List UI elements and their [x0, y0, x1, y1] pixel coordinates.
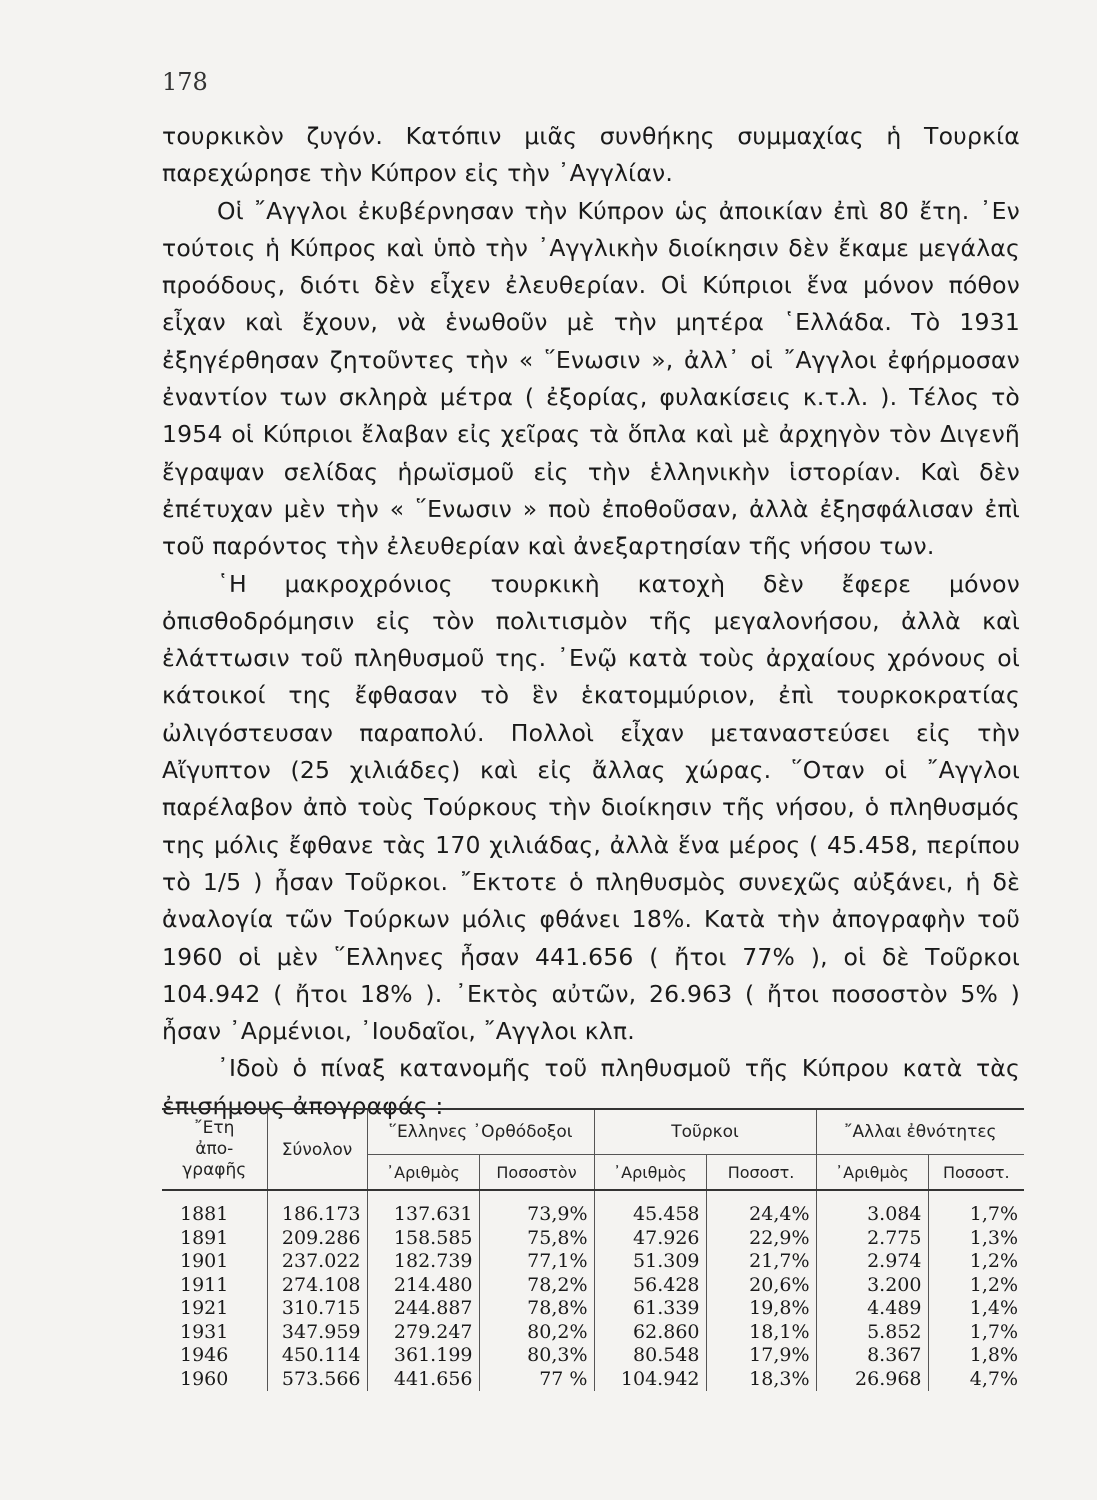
total-cell: 274.108: [267, 1274, 367, 1298]
greeks-number-cell: 137.631: [367, 1190, 479, 1227]
others-percent-cell: 1,8%: [928, 1344, 1024, 1368]
table-row: [162, 1227, 1024, 1251]
others-percent-cell: 4,7%: [928, 1368, 1024, 1392]
paragraph: τουρκικὸν ζυγόν. Κατόπιν μιᾶς συνθήκης συμμαχίας ἡ Τουρκία παρεχώρησε τὴν Κύπρον εἰς τὴν ᾿Αγγλίαν.: [162, 122, 1020, 188]
greeks-number-cell: 361.199: [367, 1344, 479, 1368]
others-percent-cell: 1,7%: [928, 1321, 1024, 1345]
turks-number-header: ᾿Αριθμὸς: [594, 1155, 706, 1191]
turks-number-cell: 45.458: [594, 1190, 706, 1227]
total-cell: 186.173: [267, 1190, 367, 1227]
table-row: [162, 1250, 1024, 1274]
paragraph: ῾Η μακροχρόνιος τουρκικὴ κατοχὴ δὲν ἔφερε μόνον ὀπισθοδρόμησιν εἰς τὸν πολιτισμὸν τῆς μεγαλονήσου, ἀλλὰ καὶ ἐλάττωσιν τοῦ πληθυσμοῦ της. ᾿Ενῷ κατὰ τοὺς ἀρχαίους χρόνους οἱ κάτοικοί της ἔφθασαν τὸ ἓν ἑκατομμύριον, ἐπὶ τουρκοκρατίας ὠλιγόστευσαν παραπολύ. Πολλοὶ εἶχαν μεταναστεύσει εἰς τὴν Αἴγυπτον (25 χιλιάδες) καὶ εἰς ἄλλας χώρας. ῞Οταν οἱ ῎Αγγλοι παρέλαβον ἀπὸ τοὺς Τούρκους τὴν διοίκησιν τῆς νήσου, ὁ πληθυσμός της μόλις ἔφθανε τὰς 170 χιλιάδας, ἀλλὰ ἕνα μέρος ( 45.458, περίπου τὸ 1/5 ) ἦσαν Τοῦρκοι. ῎Εκτοτε ὁ πληθυσμὸς συνεχῶς αὐξάνει, ἡ δὲ ἀναλογία τῶν Τούρκων μόλις φθάνει 18%. Κατὰ τὴν ἀπογραφὴν τοῦ 1960 οἱ μὲν ῞Ελληνες ἦσαν 441.656 ( ἤτοι 77% ), οἱ δὲ Τοῦρκοι 104.942 ( ἤτοι 18% ). ᾿Εκτὸς αὐτῶν, 26.963 ( ἤτοι ποσοστὸν 5% ) ἦσαν ᾿Αρμένιοι, ᾿Ιουδαῖοι, ῎Αγγλοι κλπ.: [162, 569, 1020, 1046]
greeks-number-cell: 214.480: [367, 1274, 479, 1298]
year-cell: 1946: [180, 1344, 229, 1366]
turks-header: Τοῦρκοι: [594, 1109, 816, 1155]
greeks-number-cell: 279.247: [367, 1321, 479, 1345]
greeks-percent-cell: 77 %: [479, 1368, 594, 1392]
others-percent-cell: 1,2%: [928, 1250, 1024, 1274]
others-number-cell: 8.367: [816, 1344, 928, 1368]
table-row: [162, 1190, 1024, 1227]
others-number-cell: 4.489: [816, 1297, 928, 1321]
greeks-number-cell: 441.656: [367, 1368, 479, 1392]
total-cell: 347.959: [267, 1321, 367, 1345]
greeks-percent-cell: 80,2%: [479, 1321, 594, 1345]
turks-percent-cell: 24,4%: [706, 1190, 816, 1227]
greeks-percent-cell: 73,9%: [479, 1190, 594, 1227]
greeks-number-header: ᾿Αριθμὸς: [367, 1155, 479, 1191]
year-cell: 1891: [180, 1226, 229, 1249]
greeks-header: ῞Ελληνες ᾿Ορθόδοξοι: [367, 1109, 594, 1155]
paragraph: ᾿Ιδοὺ ὁ πίναξ κατανομῆς τοῦ πληθυσμοῦ τῆς Κύπρου κατὰ τὰς ἐπισήμους ἀπογραφάς :: [162, 1054, 1020, 1120]
others-number-cell: 26.968: [816, 1368, 928, 1392]
others-percent-cell: 1,7%: [928, 1190, 1024, 1227]
greeks-percent-cell: 78,8%: [479, 1297, 594, 1321]
table-row: [162, 1321, 1024, 1345]
year-cell: 1881: [180, 1203, 229, 1225]
greeks-percent-cell: 78,2%: [479, 1274, 594, 1298]
turks-percent-header: Ποσοστ.: [706, 1155, 816, 1191]
total-cell: 310.715: [267, 1297, 367, 1321]
years-header-line: ἀπο-: [195, 1139, 234, 1159]
greeks-number-cell: 244.887: [367, 1297, 479, 1321]
year-cell: 1901: [180, 1250, 229, 1272]
greeks-number-cell: 182.739: [367, 1250, 479, 1274]
year-cell: 1931: [180, 1320, 229, 1343]
turks-percent-cell: 18,1%: [706, 1321, 816, 1345]
greeks-percent-cell: 77,1%: [479, 1250, 594, 1274]
paragraph: Οἱ ῎Αγγλοι ἐκυβέρνησαν τὴν Κύπρον ὡς ἀποικίαν ἐπὶ 80 ἔτη. ᾿Εν τούτοις ἡ Κύπρος καὶ ὑπὸ τὴν ᾿Αγγλικὴν διοίκησιν δὲν ἔκαμε μεγάλας προόδους, διότι δὲν εἶχεν ἐλευθερίαν. Οἱ Κύπριοι ἕνα μόνον πόθον εἶχαν καὶ ἔχουν, νὰ ἑνωθοῦν μὲ τὴν μητέρα ῾Ελλάδα. Τὸ 1931 ἐξηγέρθησαν ζητοῦντες τὴν « ῞Ενωσιν », ἀλλ᾿ οἱ ῎Αγγλοι ἐφήρμοσαν ἐναντίον των σκληρὰ μέτρα ( ἐξορίας, φυλακίσεις κ.τ.λ. ). Τέλος τὸ 1954 οἱ Κύπριοι ἔλαβαν εἰς χεῖρας τὰ ὅπλα καὶ μὲ ἀρχηγὸν τὸν Διγενῆ ἔγραψαν σελίδας ἡρωϊσμοῦ εἰς τὴν ἑλληνικὴν ἱστορίαν. Καὶ δὲν ἐπέτυχαν μὲν τὴν « ῞Ενωσιν » ποὺ ἐποθοῦσαν, ἀλλὰ ἐξησφάλισαν ἐπὶ τοῦ παρόντος τὴν ἐλευθερίαν καὶ ἀνεξαρτησίαν τῆς νήσου των.: [162, 196, 1020, 561]
table-row: [162, 1297, 1024, 1321]
greeks-percent-cell: 80,3%: [479, 1344, 594, 1368]
turks-number-cell: 80.548: [594, 1344, 706, 1368]
turks-number-cell: 62.860: [594, 1321, 706, 1345]
years-header-line: ῎Ετη: [194, 1118, 235, 1138]
turks-number-cell: 47.926: [594, 1227, 706, 1251]
turks-number-cell: 104.942: [594, 1368, 706, 1392]
others-number-header: ᾿Αριθμὸς: [816, 1155, 928, 1191]
greeks-percent-cell: 75,8%: [479, 1227, 594, 1251]
others-number-cell: 5.852: [816, 1321, 928, 1345]
turks-percent-cell: 17,9%: [706, 1344, 816, 1368]
total-cell: 209.286: [267, 1227, 367, 1251]
year-cell: 1921: [180, 1297, 229, 1319]
page-number: 178: [162, 68, 208, 96]
table-row: [162, 1344, 1024, 1368]
table-row: [162, 1368, 1024, 1392]
others-percent-cell: 1,3%: [928, 1227, 1024, 1251]
others-percent-cell: 1,4%: [928, 1297, 1024, 1321]
total-cell: 237.022: [267, 1250, 367, 1274]
table-row: [162, 1274, 1024, 1298]
turks-percent-cell: 19,8%: [706, 1297, 816, 1321]
others-number-cell: 2.775: [816, 1227, 928, 1251]
greeks-number-cell: 158.585: [367, 1227, 479, 1251]
population-table: [162, 1108, 1024, 1391]
turks-percent-cell: 22,9%: [706, 1227, 816, 1251]
total-cell: 573.566: [267, 1368, 367, 1392]
body-text: [162, 118, 1020, 1125]
greeks-percent-header: Ποσοστὸν: [479, 1155, 594, 1191]
others-header: ῎Αλλαι ἐθνότητες: [816, 1109, 1024, 1155]
turks-percent-cell: 18,3%: [706, 1368, 816, 1392]
others-percent-header: Ποσοστ.: [928, 1155, 1024, 1191]
others-percent-cell: 1,2%: [928, 1274, 1024, 1298]
year-cell: 1960: [180, 1367, 229, 1390]
years-header-line: γραφῆς: [182, 1160, 247, 1180]
total-header: Σύνολον: [267, 1109, 367, 1190]
turks-number-cell: 51.309: [594, 1250, 706, 1274]
year-cell: 1911: [180, 1273, 229, 1296]
turks-number-cell: 56.428: [594, 1274, 706, 1298]
years-header: [162, 1109, 267, 1190]
turks-number-cell: 61.339: [594, 1297, 706, 1321]
others-number-cell: 2.974: [816, 1250, 928, 1274]
turks-percent-cell: 20,6%: [706, 1274, 816, 1298]
others-number-cell: 3.200: [816, 1274, 928, 1298]
others-number-cell: 3.084: [816, 1190, 928, 1227]
turks-percent-cell: 21,7%: [706, 1250, 816, 1274]
total-cell: 450.114: [267, 1344, 367, 1368]
